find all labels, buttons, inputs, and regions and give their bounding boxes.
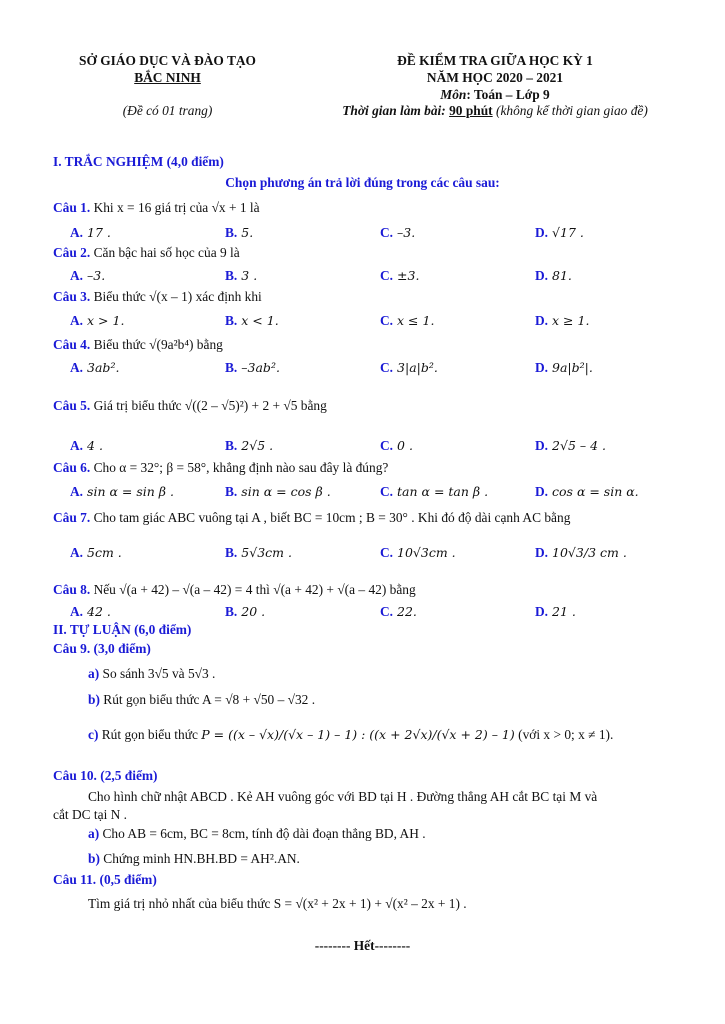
option-letter: C.	[380, 268, 394, 283]
part1-instruction: Chọn phương án trả lời đúng trong các câu sau:	[225, 175, 500, 190]
question-label: Câu 5.	[53, 398, 91, 413]
option-value: –3.	[87, 268, 106, 283]
option-value: cos α = sin α.	[552, 484, 639, 499]
option-value: –3ab².	[241, 360, 280, 375]
option-letter: C.	[380, 438, 394, 453]
q10-text-1: Cho hình chữ nhật ABCD . Kẻ AH vuông góc với BD tại H . Đường thẳng AH cắt BC tại M và	[88, 789, 598, 804]
question-label: Câu 1.	[53, 200, 91, 215]
option-a	[70, 545, 122, 561]
question-1	[53, 200, 260, 216]
option-d	[535, 313, 589, 329]
option-letter: A.	[70, 225, 84, 240]
option-value: sin α = sin β .	[87, 484, 174, 499]
option-c	[380, 438, 413, 454]
part2-title: II. TỰ LUẬN (6,0 điểm)	[53, 622, 192, 637]
option-value: 20 .	[241, 604, 266, 619]
option-b	[225, 484, 331, 500]
option-value: 2√5 – 4 .	[552, 438, 606, 453]
option-value: –3.	[397, 225, 416, 240]
time-label: Thời gian làm bài:	[342, 103, 450, 118]
q10b-label: b)	[88, 851, 100, 866]
option-value: √17 .	[552, 225, 584, 240]
q10b-text: Chứng minh HN.BH.BD = AH².AN.	[99, 851, 300, 866]
option-letter: C.	[380, 225, 394, 240]
option-letter: D.	[535, 360, 549, 375]
question-text: Giá trị biểu thức √((2 – √5)²) + 2 + √5 bằng	[90, 398, 327, 413]
option-d	[535, 545, 627, 561]
part1-title: I. TRẮC NGHIỆM (4,0 điểm)	[53, 154, 224, 169]
option-c	[380, 484, 488, 500]
time-value: 90 phút	[449, 103, 493, 118]
option-value: x ≤ 1.	[397, 313, 435, 328]
q11-label: Câu 11. (0,5 điểm)	[53, 872, 157, 887]
option-value: tan α = tan β .	[397, 484, 489, 499]
option-c	[380, 360, 438, 376]
option-a	[70, 604, 111, 620]
q9-label: Câu 9. (3,0 điểm)	[53, 641, 151, 656]
option-b	[225, 438, 273, 454]
option-b	[225, 225, 253, 241]
option-d	[535, 360, 593, 376]
option-letter: C.	[380, 313, 394, 328]
question-label: Câu 8.	[53, 582, 91, 597]
option-b	[225, 313, 279, 329]
option-value: 10√3cm .	[397, 545, 456, 560]
q9c-label: c)	[88, 727, 99, 742]
option-letter: A.	[70, 438, 84, 453]
q10a	[88, 826, 426, 842]
option-b	[225, 604, 265, 620]
option-letter: A.	[70, 604, 84, 619]
q9b-text: Rút gọn biểu thức A = √8 + √50 – √32 .	[99, 692, 316, 707]
subject-value: : Toán – Lớp 9	[466, 87, 550, 102]
option-d	[535, 438, 606, 454]
question-text: Cho α = 32°; β = 58°, khẳng định nào sau đây là đúng?	[90, 460, 389, 475]
option-c	[380, 313, 434, 329]
q9c-condition: (với x > 0; x ≠ 1).	[518, 727, 614, 742]
school-year: NĂM HỌC 2020 – 2021	[426, 70, 564, 85]
province-label: BẮC NINH	[134, 70, 201, 85]
option-letter: A.	[70, 484, 84, 499]
option-letter: C.	[380, 360, 394, 375]
option-value: ±3.	[397, 268, 420, 283]
option-b	[225, 268, 257, 284]
option-a	[70, 313, 124, 329]
option-b	[225, 360, 280, 376]
q9b	[88, 692, 315, 708]
option-letter: B.	[225, 438, 238, 453]
question-text: Khi x = 16 giá trị của √x + 1 là	[90, 200, 260, 215]
option-letter: D.	[535, 604, 549, 619]
question-text: Nếu √(a + 42) – √(a – 42) = 4 thì √(a + 42) + √(a – 42) bằng	[90, 582, 416, 597]
option-letter: A.	[70, 360, 84, 375]
option-d	[535, 225, 584, 241]
option-d	[535, 484, 639, 500]
question-2	[53, 245, 240, 261]
q9a-text: So sánh 3√5 và 5√3 .	[99, 666, 216, 681]
subject-label: Môn	[440, 87, 467, 102]
q9a	[88, 666, 215, 682]
exam-title: ĐỀ KIỂM TRA GIỮA HỌC KỲ 1	[397, 53, 593, 68]
option-letter: D.	[535, 438, 549, 453]
option-value: x > 1.	[87, 313, 125, 328]
option-value: sin α = cos β .	[241, 484, 331, 499]
option-value: 3ab².	[87, 360, 120, 375]
option-a	[70, 268, 105, 284]
question-label: Câu 4.	[53, 337, 91, 352]
option-letter: C.	[380, 545, 394, 560]
option-value: x < 1.	[241, 313, 279, 328]
question-label: Câu 3.	[53, 289, 91, 304]
q9a-label: a)	[88, 666, 100, 681]
option-letter: D.	[535, 313, 549, 328]
option-letter: D.	[535, 484, 549, 499]
option-value: 5√3cm .	[241, 545, 292, 560]
question-label: Câu 2.	[53, 245, 91, 260]
option-d	[535, 604, 576, 620]
option-c	[380, 225, 415, 241]
option-letter: C.	[380, 604, 394, 619]
q11-text: Tìm giá trị nhỏ nhất của biểu thức S = √(x² + 2x + 1) + √(x² – 2x + 1) .	[88, 896, 467, 911]
question-8	[53, 582, 416, 598]
question-5	[53, 398, 327, 414]
question-7	[53, 510, 570, 526]
option-a	[70, 360, 119, 376]
q9b-label: b)	[88, 692, 100, 707]
question-label: Câu 7.	[53, 510, 91, 525]
option-value: 81.	[552, 268, 572, 283]
option-value: 4 .	[87, 438, 103, 453]
q10a-text: Cho AB = 6cm, BC = 8cm, tính độ dài đoạn thẳng BD, AH .	[99, 826, 426, 841]
option-value: 10√3/3 cm .	[552, 545, 627, 560]
question-text: Căn bậc hai số học của 9 là	[90, 245, 240, 260]
time-line	[315, 102, 675, 119]
option-letter: D.	[535, 545, 549, 560]
question-3	[53, 289, 262, 305]
option-a	[70, 225, 111, 241]
option-letter: D.	[535, 225, 549, 240]
option-letter: B.	[225, 604, 238, 619]
q10-label: Câu 10. (2,5 điểm)	[53, 768, 158, 783]
option-letter: B.	[225, 360, 238, 375]
option-a	[70, 484, 174, 500]
option-value: 21 .	[552, 604, 576, 619]
q9c	[88, 727, 613, 743]
province-name	[60, 69, 275, 86]
option-letter: B.	[225, 484, 238, 499]
option-value: 5.	[241, 225, 254, 240]
question-label: Câu 6.	[53, 460, 91, 475]
option-a	[70, 438, 103, 454]
option-letter: A.	[70, 268, 84, 283]
option-c	[380, 268, 419, 284]
option-letter: B.	[225, 545, 238, 560]
question-text: Biểu thức √(9a²b⁴) bằng	[90, 337, 223, 352]
option-value: 0 .	[397, 438, 413, 453]
option-value: 22.	[397, 604, 417, 619]
question-text: Cho tam giác ABC vuông tại A , biết BC = 10cm ; B = 30° . Khi đó độ dài cạnh AC bằng	[90, 510, 571, 525]
option-value: 17 .	[87, 225, 111, 240]
option-letter: B.	[225, 313, 238, 328]
end-marker: -------- Hết--------	[314, 938, 411, 953]
q10-text-2: cắt DC tại N .	[53, 807, 128, 822]
question-4	[53, 337, 223, 353]
department-name: SỞ GIÁO DỤC VÀ ĐÀO TẠO	[79, 53, 256, 68]
option-c	[380, 604, 417, 620]
option-value: 9a|b²|.	[552, 360, 593, 375]
option-b	[225, 545, 292, 561]
question-6	[53, 460, 388, 476]
option-letter: D.	[535, 268, 549, 283]
option-value: x ≥ 1.	[552, 313, 590, 328]
exam-header	[0, 52, 725, 122]
option-letter: B.	[225, 225, 238, 240]
time-note: (không kể thời gian giao đề)	[492, 103, 648, 118]
option-letter: B.	[225, 268, 238, 283]
option-letter: A.	[70, 313, 84, 328]
option-d	[535, 268, 572, 284]
question-text: Biểu thức √(x – 1) xác định khi	[90, 289, 262, 304]
q9c-text: Rút gọn biểu thức	[98, 727, 198, 742]
option-value: 2√5 .	[241, 438, 274, 453]
option-value: 3 .	[241, 268, 258, 283]
option-value: 5cm .	[87, 545, 122, 560]
q10a-label: a)	[88, 826, 100, 841]
option-c	[380, 545, 456, 561]
option-letter: A.	[70, 545, 84, 560]
option-letter: C.	[380, 484, 394, 499]
q10b	[88, 851, 300, 867]
option-value: 42 .	[87, 604, 111, 619]
subject-line	[315, 86, 675, 103]
q9c-expression: P = ((x – √x)/(√x – 1) – 1) : ((x + 2√x)/(√x + 2) – 1)	[201, 727, 515, 742]
option-value: 3|a|b².	[397, 360, 438, 375]
page-count-note: (Đề có 01 trang)	[122, 103, 213, 118]
